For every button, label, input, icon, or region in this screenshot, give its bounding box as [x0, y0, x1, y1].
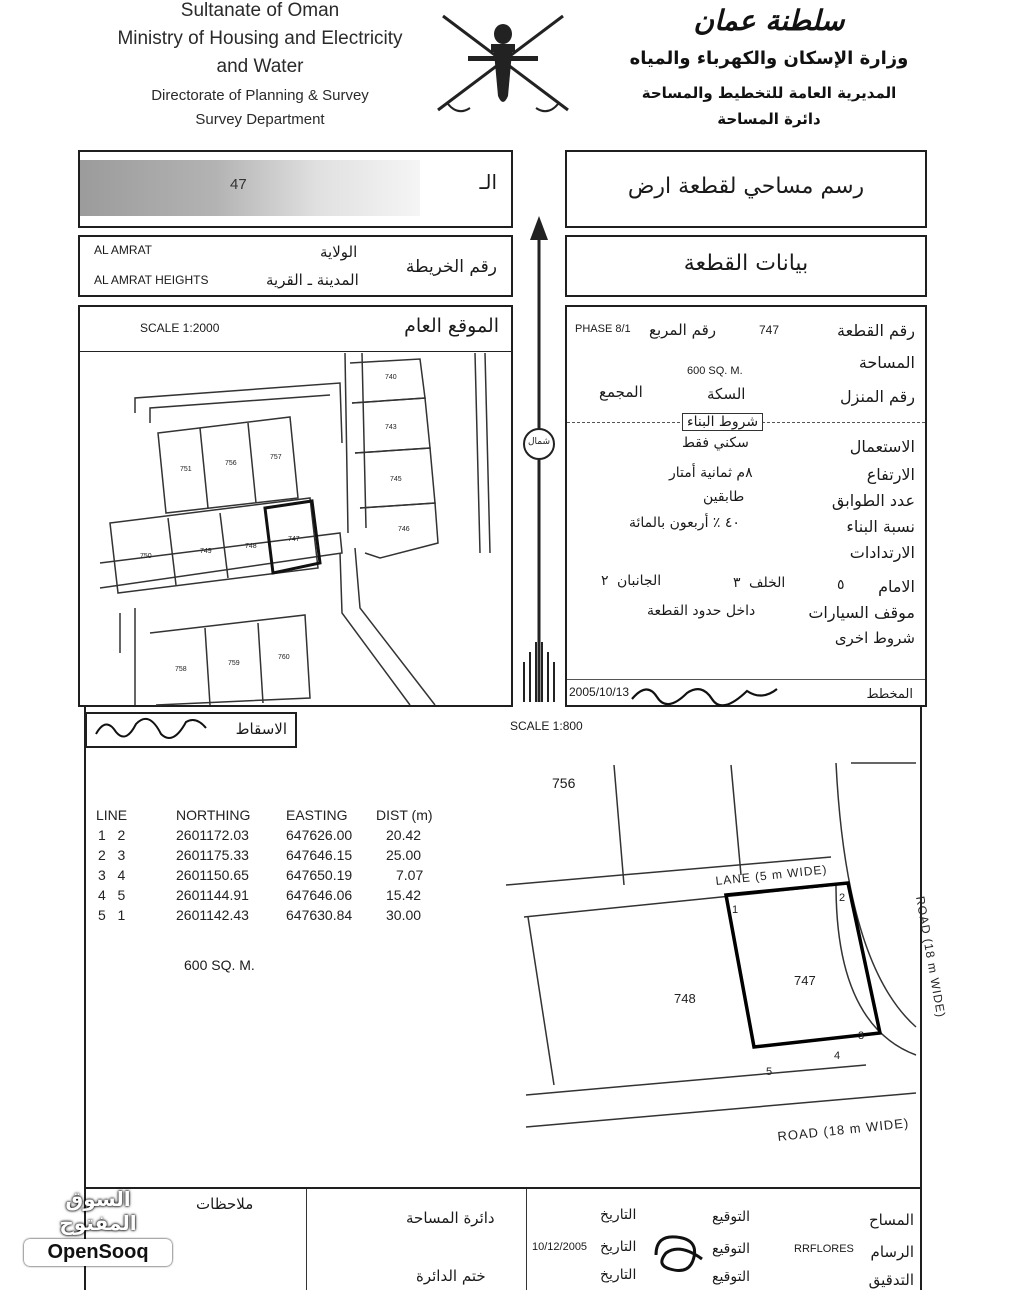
plot-label: 747 [794, 973, 816, 988]
front-label: الامام [878, 577, 915, 596]
seal-label: ختم الدائرة [416, 1267, 486, 1285]
lot-label: 759 [228, 660, 240, 667]
parking-label: موقف السيارات [808, 603, 915, 622]
plot-data-title-box [565, 235, 927, 297]
title-box [565, 150, 927, 228]
drafter-label: الرسام [870, 1243, 914, 1261]
reference-label: الـ [479, 170, 497, 194]
complex-label: المجمع [599, 383, 643, 401]
drafter-signature-icon [646, 1225, 716, 1285]
opensooq-watermark [24, 1187, 172, 1266]
header-ar-line4: دائرة المساحة [717, 110, 821, 128]
setbacks-label: الارتدادات [849, 543, 915, 562]
corner-label: 4 [834, 1050, 841, 1062]
square-value: PHASE 8/1 [575, 323, 631, 335]
lot-label: 750 [140, 553, 152, 560]
corner-label: 2 [839, 892, 846, 904]
back-label: الخلف [749, 575, 786, 591]
date-label: التاريخ [600, 1239, 637, 1255]
projection-label: الاسقاط [235, 720, 287, 738]
north-label: شمال [527, 437, 551, 447]
north-arrow-icon [512, 212, 566, 708]
lot-label: 749 [200, 548, 212, 555]
watermark-arabic: السوق المفتوح [59, 1187, 137, 1235]
general-location-map [80, 353, 511, 705]
general-location-title: الموقع العام [404, 315, 499, 337]
general-location-panel [78, 305, 513, 707]
notes-label: ملاحظات [196, 1195, 254, 1213]
wilayat-value: AL AMRAT [94, 243, 153, 257]
plot-number-label: رقم القطعة [837, 321, 915, 340]
area-label: المساحة [858, 353, 915, 372]
village-value: AL AMRAT HEIGHTS [94, 273, 209, 287]
house-no-label: رقم المنزل [840, 387, 915, 406]
use-value: سكني فقط [682, 435, 749, 451]
header-en-line5: Survey Department [195, 111, 325, 128]
header-ar-line1: سلطنة عمان [693, 4, 845, 37]
drafter-date: 10/12/2005 [532, 1241, 588, 1253]
area-value: 600 SQ. M. [687, 365, 743, 377]
front-value: ٥ [837, 577, 845, 593]
height-value: ٨م ثمانية أمتار [669, 465, 753, 481]
parking-value: داخل حدود القطعة [647, 603, 756, 619]
signature-label: التوقيع [712, 1241, 750, 1257]
header-en-line2: Ministry of Housing and Electricity [117, 28, 403, 49]
road-right-label: ROAD (18 m WIDE) [913, 895, 949, 1019]
lot-label: 743 [385, 424, 397, 431]
lot-label: 748 [245, 543, 257, 550]
watermark-english: OpenSooq [24, 1239, 172, 1266]
checker-label: التدقيق [868, 1271, 914, 1289]
back-value: ٣ [733, 575, 741, 591]
date-label: التاريخ [600, 1267, 637, 1283]
map-no-label: رقم الخريطة [405, 257, 497, 277]
document-title: رسم مساحي لقطعة ارض [627, 174, 865, 199]
other-conditions-label: شروط اخرى [834, 629, 915, 647]
lot-label: 760 [278, 654, 290, 661]
lot-label: 745 [390, 476, 402, 483]
ratio-value: ٤٠ ٪ أربعون بالمائة [629, 515, 740, 531]
header-en-line1: Sultanate of Oman [180, 0, 340, 21]
coordinate-table: LINE NORTHING EASTING DIST (m) 1 2 2601172.03 647626.00 20.42 2 3 2601175.33 647646.15 25.00 3 4 2601150.65 647650.19 7.07 4 5 2601144.91 647646.06 15.42 5 1 2601142.43 647630.84 30.00 [96, 807, 433, 923]
plot-boundary [726, 883, 880, 1047]
floors-label: عدد الطوابق [831, 491, 915, 510]
date-label: التاريخ [600, 1207, 637, 1223]
lot-label: 740 [385, 374, 397, 381]
street-label: السكة [707, 385, 746, 403]
lot-label: 757 [270, 454, 282, 461]
header-ar-line3: المديرية العامة للتخطيط والمساحة [641, 84, 897, 102]
neighbor-lot-top: 756 [552, 775, 576, 791]
corner-label: 3 [858, 1030, 865, 1042]
col-easting: EASTING [286, 807, 348, 823]
detail-scale: SCALE 1:800 [510, 719, 583, 733]
header-en-line3: and Water [216, 56, 304, 77]
divider [80, 351, 511, 352]
redacted-area [80, 160, 420, 216]
plan-date: 2005/10/13 [569, 685, 630, 699]
col-dist: DIST (m) [376, 807, 433, 823]
lot-label: 758 [175, 666, 187, 673]
plot-info-panel [565, 305, 927, 707]
plot-data-title: بيانات القطعة [683, 251, 809, 276]
village-label: المدينة ـ القرية [266, 271, 359, 289]
ratio-label: نسبة البناء [846, 517, 915, 536]
use-label: الاستعمال [849, 437, 915, 456]
surveyor-label: المساح [868, 1211, 914, 1229]
oman-emblem-icon [428, 4, 578, 122]
corner-label: 5 [766, 1066, 773, 1078]
footer-section [84, 1189, 922, 1290]
reference-box [78, 150, 513, 228]
general-location-scale: SCALE 1:2000 [140, 321, 220, 335]
floors-value: طابقين [703, 489, 745, 505]
detail-plan-panel [84, 705, 949, 1189]
signature-label: التوقيع [712, 1209, 750, 1225]
square-label: رقم المربع [649, 321, 717, 339]
reference-suffix: 47 [230, 176, 247, 193]
lot-label: 751 [180, 466, 192, 473]
lot-label: 747 [288, 536, 300, 543]
sides-value: ٢ [601, 573, 609, 589]
building-conditions-title: شروط البناء [682, 413, 763, 431]
col-line: LINE [96, 807, 128, 823]
drafter-name: RRFLORES [794, 1243, 854, 1255]
plot-number: 747 [759, 323, 780, 337]
height-label: الارتفاع [866, 465, 915, 484]
wilayat-label: الولاية [320, 243, 358, 261]
location-box [78, 235, 513, 297]
col-northing: NORTHING [176, 807, 251, 823]
divider [306, 1189, 307, 1290]
lane-label: LANE (5 m WIDE) [714, 862, 829, 888]
neighbor-lot-left: 748 [674, 991, 696, 1006]
corner-label: 1 [732, 904, 739, 916]
divider [526, 1189, 527, 1290]
header-ar-line2: وزارة الإسكان والكهرباء والمياه [629, 48, 909, 69]
sides-label: الجانبان [617, 573, 662, 589]
survey-dept-label: دائرة المساحة [406, 1209, 495, 1227]
lot-label: 756 [225, 460, 237, 467]
detail-plan-drawing [506, 745, 949, 1189]
lot-label: 746 [398, 526, 410, 533]
area-text: 600 SQ. M. [184, 957, 255, 973]
road-bottom-label: ROAD (18 m WIDE) [776, 1115, 910, 1144]
signature-label: التوقيع [712, 1269, 750, 1285]
planner-label: المخطط [866, 687, 913, 702]
header-en-line4: Directorate of Planning & Survey [151, 87, 369, 104]
